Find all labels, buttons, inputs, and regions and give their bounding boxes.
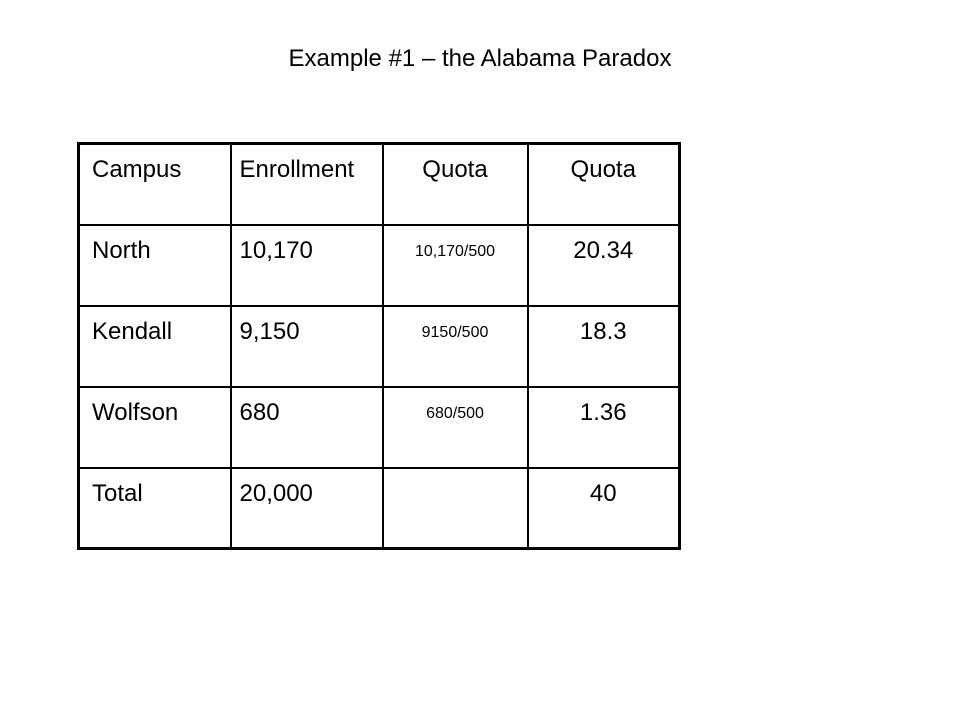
quota-cell: 40 xyxy=(528,468,680,549)
enrollment-cell: 10,170 xyxy=(231,225,383,306)
apportionment-table xyxy=(77,142,681,550)
header-enrollment: Enrollment xyxy=(231,144,383,225)
enrollment-cell: 20,000 xyxy=(231,468,383,549)
fraction-cell xyxy=(383,468,528,549)
quota-cell: 1.36 xyxy=(528,387,680,468)
table-row xyxy=(79,387,680,468)
table-row xyxy=(79,225,680,306)
header-quota: Quota xyxy=(528,144,680,225)
table-total-row xyxy=(79,468,680,549)
header-quota-fraction: Quota xyxy=(383,144,528,225)
campus-cell: Wolfson xyxy=(79,387,231,468)
quota-cell: 18.3 xyxy=(528,306,680,387)
slide-title: Example #1 – the Alabama Paradox xyxy=(288,45,672,72)
enrollment-cell: 680 xyxy=(231,387,383,468)
enrollment-cell: 9,150 xyxy=(231,306,383,387)
campus-cell: Total xyxy=(79,468,231,549)
fraction-cell: 9150/500 xyxy=(383,306,528,387)
fraction-cell: 680/500 xyxy=(383,387,528,468)
campus-cell: Kendall xyxy=(79,306,231,387)
quota-cell: 20.34 xyxy=(528,225,680,306)
header-campus: Campus xyxy=(79,144,231,225)
campus-cell: North xyxy=(79,225,231,306)
table-header-row xyxy=(79,144,680,225)
fraction-cell: 10,170/500 xyxy=(383,225,528,306)
table-row xyxy=(79,306,680,387)
